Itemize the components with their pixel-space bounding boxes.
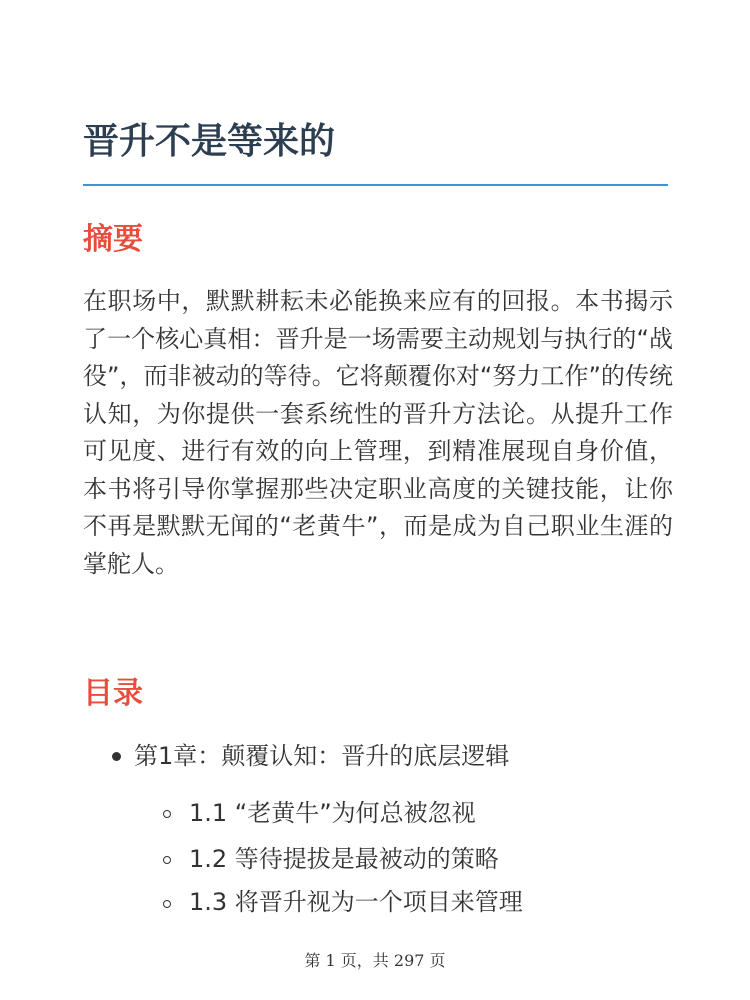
- toc-section-1-3[interactable]: 1.3 将晋升视为一个项目来管理: [189, 888, 523, 916]
- toc-heading: 目录: [83, 676, 143, 711]
- section-bullet-icon: [163, 900, 171, 908]
- section-bullet-icon: [163, 810, 171, 818]
- document-title: 晋升不是等来的: [83, 121, 336, 162]
- toc-section-1-1[interactable]: 1.1 “老黄牛”为何总被忽视: [189, 799, 476, 827]
- abstract-heading: 摘要: [83, 222, 143, 257]
- toc-chapter-1[interactable]: 第1章：颠覆认知：晋升的底层逻辑: [134, 742, 510, 770]
- toc-section-1-2[interactable]: 1.2 等待提拔是最被动的策略: [189, 845, 499, 873]
- title-divider: [83, 184, 668, 186]
- abstract-paragraph: 在职场中，默默耕耘未必能换来应有的回报。本书揭示了一个核心真相：晋升是一场需要主动规划与执行的“战役”，而非被动的等待。它将颠覆你对“努力工作”的传统认知，为你提供一套系统性的晋升方法论。从提升工作可见度、进行有效的向上管理，到精准展现自身价值，本书将引导你掌握那些决定职业高度的关键技能，让你不再是默默无闻的“老黄牛”，而是成为自己职业生涯的掌舵人。: [83, 287, 673, 578]
- chapter-bullet-icon: [112, 752, 121, 761]
- page-footer: 第 1 页，共 297 页: [304, 951, 446, 970]
- section-bullet-icon: [163, 856, 171, 864]
